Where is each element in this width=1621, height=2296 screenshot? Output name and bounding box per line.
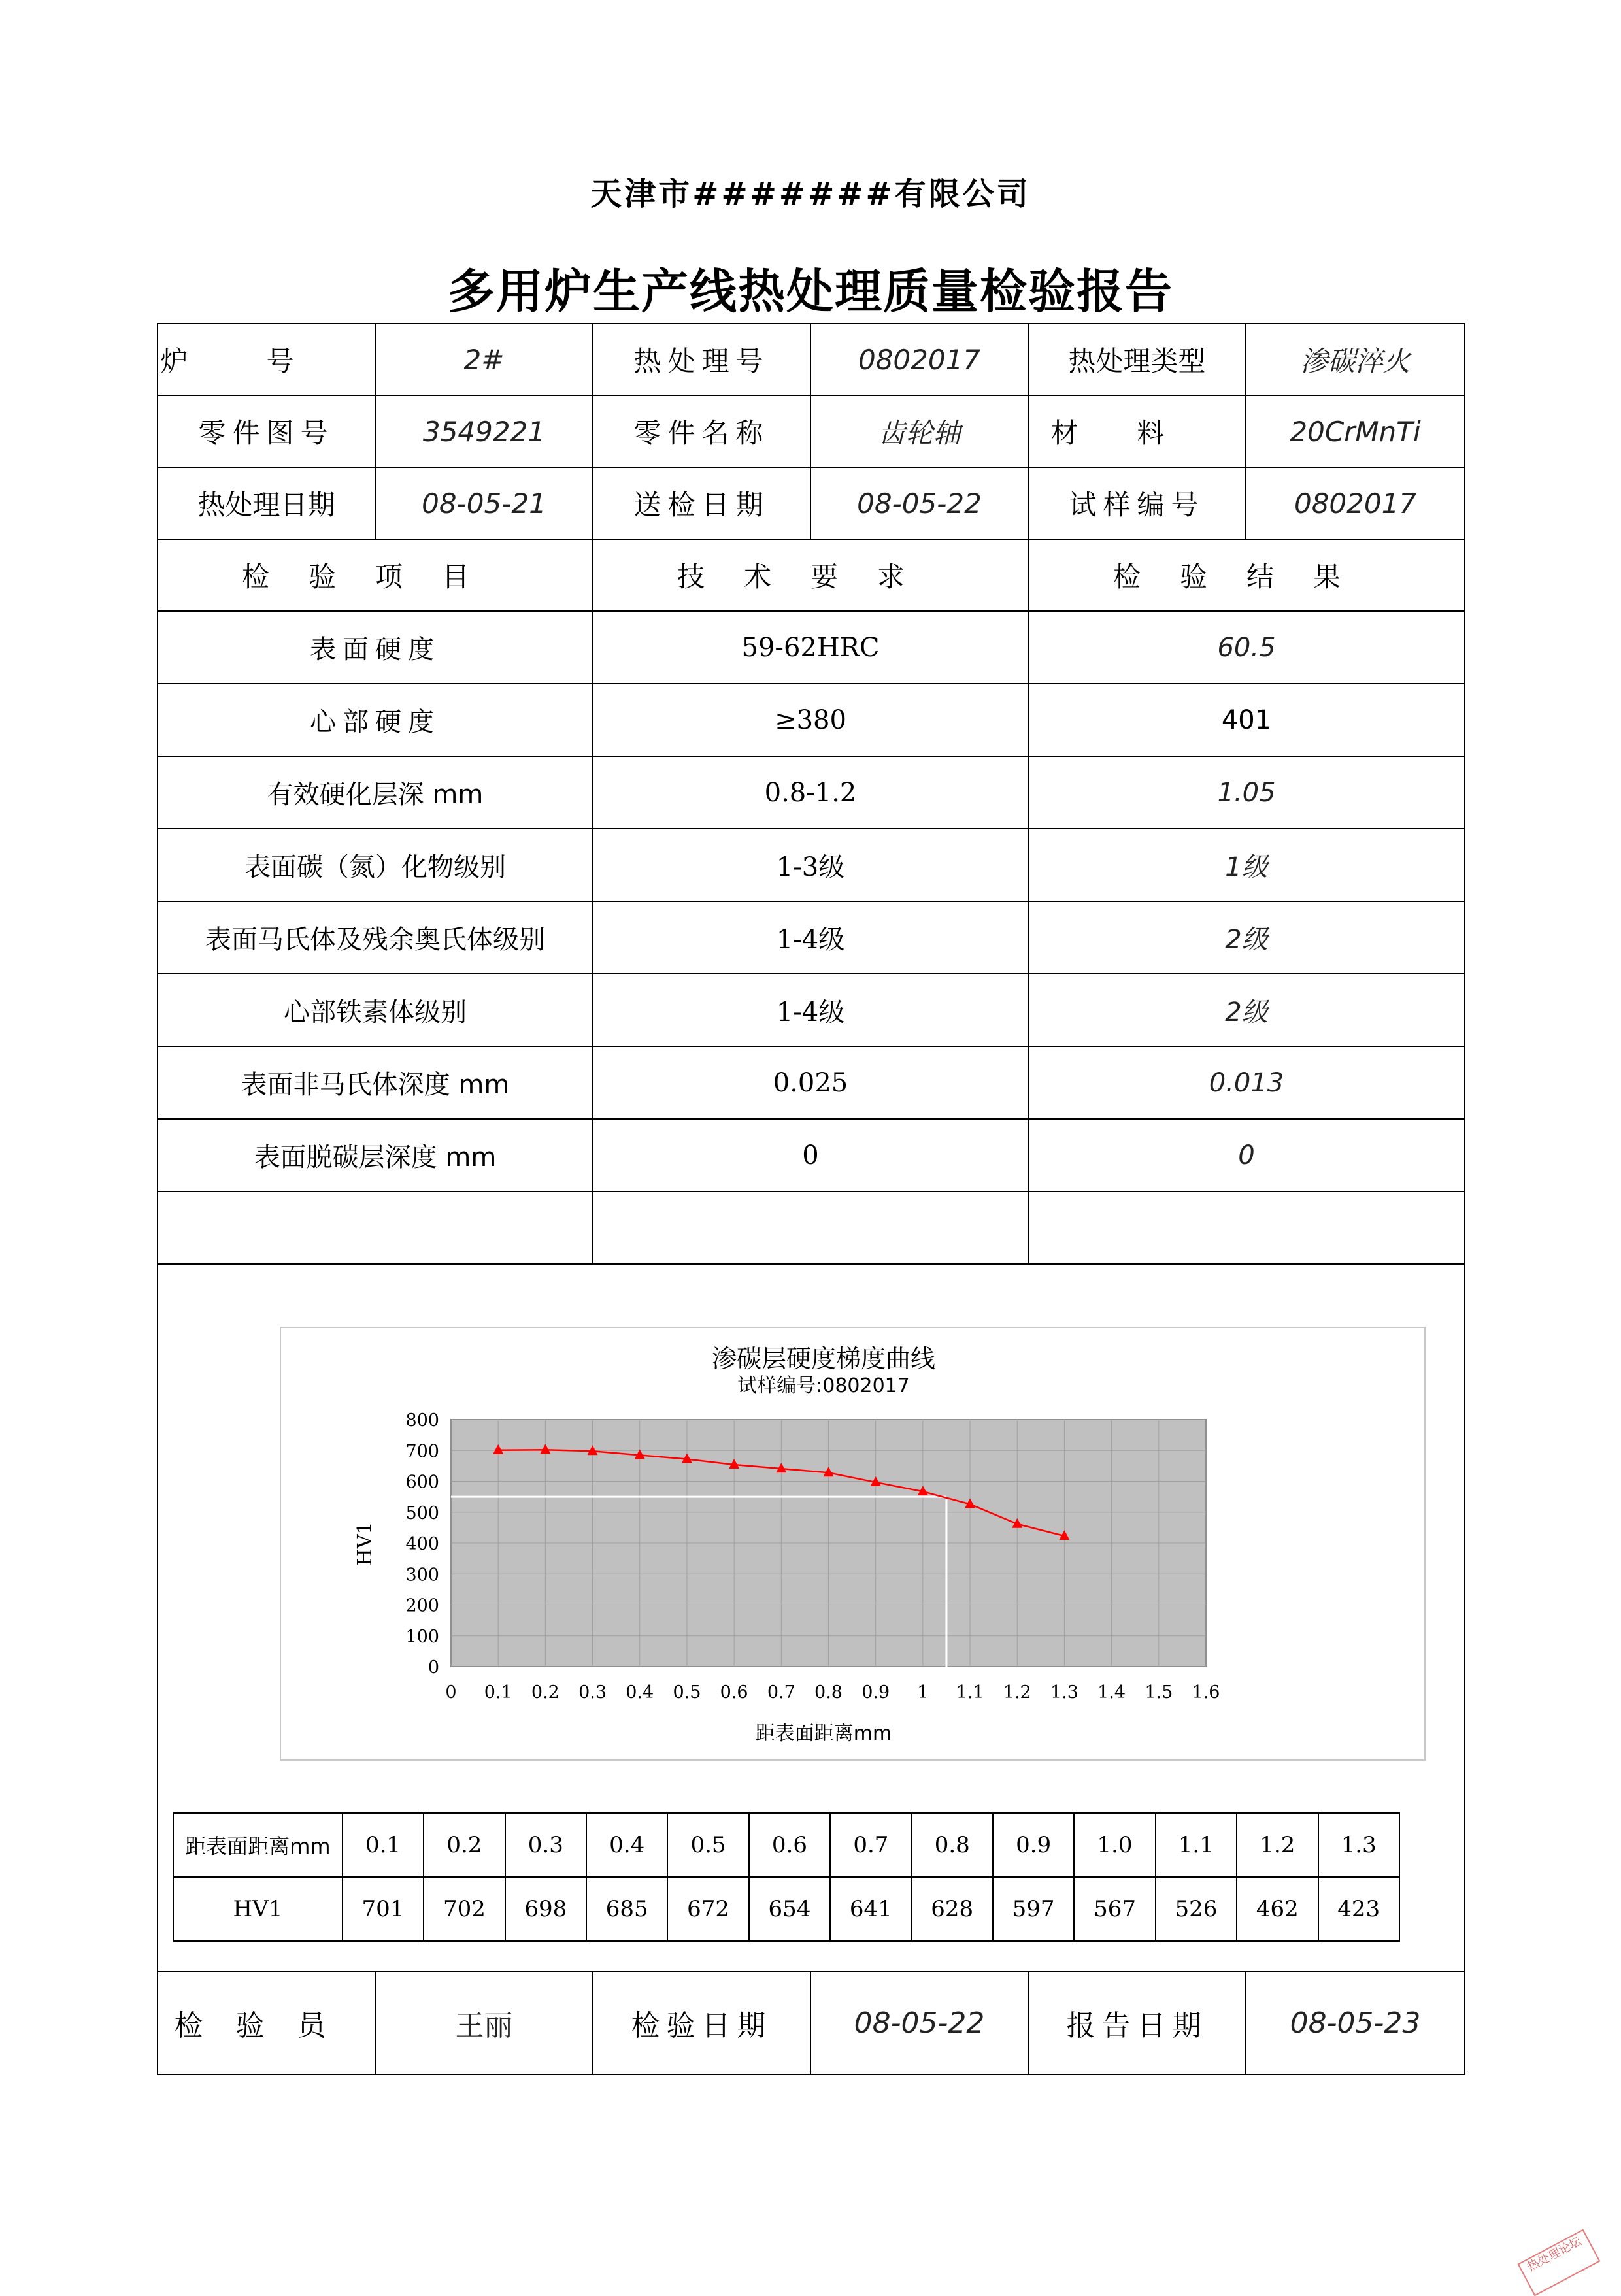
- hv1-cell: 698: [505, 1877, 586, 1941]
- x-tick-label: 0.5: [673, 1682, 701, 1703]
- hv1-cell: 628: [912, 1877, 993, 1941]
- x-tick-label: 0: [445, 1682, 457, 1703]
- distance-cell: 0.6: [749, 1813, 830, 1877]
- x-tick-label: 1.5: [1145, 1682, 1173, 1703]
- material-label: 材料: [1028, 395, 1246, 467]
- distance-cell: 0.2: [424, 1813, 505, 1877]
- part-name-value: 齿轮轴: [811, 395, 1028, 467]
- y-axis-ticks: [405, 1410, 439, 1678]
- item-requirement: 1-4级: [593, 901, 1028, 974]
- part-drawing-label: 零件图号: [158, 395, 375, 467]
- y-tick-label: 700: [405, 1441, 439, 1462]
- y-tick-label: 400: [405, 1534, 439, 1554]
- report-date-value: 08-05-23: [1246, 1971, 1465, 2074]
- sample-no-value: 0802017: [1246, 467, 1465, 539]
- table-row: [158, 974, 1465, 1046]
- distance-cell: 0.8: [912, 1813, 993, 1877]
- x-tick-label: 1.6: [1192, 1682, 1220, 1703]
- hv1-cell: 701: [343, 1877, 424, 1941]
- item-name: 表面脱碳层深度 mm: [158, 1119, 593, 1191]
- forum-watermark: 热处理论坛: [1518, 2229, 1601, 2296]
- item-result: 2级: [1028, 974, 1465, 1046]
- table-row: [158, 611, 1465, 684]
- x-tick-label: 0.6: [720, 1682, 748, 1703]
- x-tick-label: 1: [917, 1682, 929, 1703]
- item-requirement: 59-62HRC: [593, 611, 1028, 684]
- item-name: 心部硬度: [158, 684, 593, 756]
- distance-cell: 0.5: [667, 1813, 748, 1877]
- material-value: 20CrMnTi: [1246, 395, 1465, 467]
- item-name: 有效硬化层深 mm: [158, 756, 593, 829]
- hardness-chart: [280, 1327, 1426, 1761]
- hv1-cell: 462: [1237, 1877, 1318, 1941]
- hv1-label: HV1: [173, 1877, 343, 1941]
- table-row: [158, 756, 1465, 829]
- ht-type-label: 热处理类型: [1028, 324, 1246, 395]
- item-result: 1级: [1028, 829, 1465, 901]
- item-result: 60.5: [1028, 611, 1465, 684]
- hv1-cell: 597: [993, 1877, 1074, 1941]
- distance-cell: 1.2: [1237, 1813, 1318, 1877]
- send-date-label: 送检日期: [593, 467, 811, 539]
- chart-svg: [281, 1328, 1424, 1759]
- hv1-cell: 423: [1318, 1877, 1400, 1941]
- y-tick-label: 200: [405, 1595, 439, 1616]
- inspect-date-label: 检验日期: [593, 1971, 811, 2074]
- item-requirement: ≥380: [593, 684, 1028, 756]
- item-result: 1.05: [1028, 756, 1465, 829]
- table-row: [158, 1046, 1465, 1119]
- table-row: [173, 1813, 1399, 1877]
- y-tick-label: 0: [427, 1657, 439, 1678]
- part-drawing-value: 3549221: [375, 395, 593, 467]
- x-tick-label: 1.4: [1097, 1682, 1126, 1703]
- item-result: 0.013: [1028, 1046, 1465, 1119]
- distance-label: 距表面距离mm: [173, 1813, 343, 1877]
- x-tick-label: 0.2: [531, 1682, 560, 1703]
- y-tick-label: 300: [405, 1565, 439, 1586]
- distance-cell: 0.3: [505, 1813, 586, 1877]
- table-row: [158, 829, 1465, 901]
- furnace-label: 炉号: [158, 324, 375, 395]
- item-result: 401: [1028, 684, 1465, 756]
- x-tick-label: 1.2: [1003, 1682, 1031, 1703]
- chart-section: [158, 1264, 1465, 1971]
- x-tick-label: 1.3: [1050, 1682, 1078, 1703]
- table-row: [158, 684, 1465, 756]
- x-tick-label: 0.7: [767, 1682, 795, 1703]
- empty-cell: [593, 1191, 1028, 1264]
- ht-type-value: 渗碳淬火: [1246, 324, 1465, 395]
- y-tick-label: 600: [405, 1472, 439, 1493]
- distance-cell: 1.0: [1074, 1813, 1155, 1877]
- inspector-value: 王丽: [375, 1971, 593, 2074]
- x-axis-ticks: [445, 1682, 1220, 1703]
- item-requirement: 1-3级: [593, 829, 1028, 901]
- inspector-label: 检验员: [158, 1971, 375, 2074]
- chart-subtitle: 试样编号:0802017: [737, 1374, 910, 1397]
- empty-row: [158, 1191, 1465, 1264]
- hv1-cell: 672: [667, 1877, 748, 1941]
- hv1-cell: 702: [424, 1877, 505, 1941]
- hv1-cell: 567: [1074, 1877, 1155, 1941]
- item-name: 表面马氏体及残余奥氏体级别: [158, 901, 593, 974]
- hv1-cell: 685: [586, 1877, 667, 1941]
- company-name: 天津市#######有限公司: [590, 176, 1031, 212]
- x-tick-label: 0.3: [578, 1682, 607, 1703]
- report-table: [157, 323, 1465, 2075]
- ht-date-label: 热处理日期: [158, 467, 375, 539]
- hardness-data-table: [173, 1812, 1400, 1942]
- x-tick-label: 1.1: [956, 1682, 984, 1703]
- distance-cell: 1.1: [1156, 1813, 1237, 1877]
- ht-date-value: 08-05-21: [375, 467, 593, 539]
- report-title: 多用炉生产线热处理质量检验报告: [447, 264, 1173, 319]
- inspect-date-value: 08-05-22: [811, 1971, 1028, 2074]
- ht-no-label: 热处理号: [593, 324, 811, 395]
- x-tick-label: 0.8: [814, 1682, 843, 1703]
- empty-cell: [158, 1191, 593, 1264]
- y-tick-label: 500: [405, 1503, 439, 1523]
- ht-no-value: 0802017: [811, 324, 1028, 395]
- distance-cell: 0.7: [830, 1813, 911, 1877]
- item-requirement: 0: [593, 1119, 1028, 1191]
- item-result: 0: [1028, 1119, 1465, 1191]
- table-row: [158, 901, 1465, 974]
- chart-title: 渗碳层硬度梯度曲线: [711, 1344, 936, 1373]
- x-tick-label: 0.4: [626, 1682, 654, 1703]
- x-tick-label: 0.1: [484, 1682, 512, 1703]
- x-tick-label: 0.9: [861, 1682, 890, 1703]
- col-requirement-header: 技术要求: [593, 539, 1028, 611]
- item-requirement: 0.8-1.2: [593, 756, 1028, 829]
- y-tick-label: 100: [405, 1626, 439, 1647]
- table-row: [158, 1119, 1465, 1191]
- hv1-cell: 654: [749, 1877, 830, 1941]
- x-axis-label: 距表面距离mm: [755, 1722, 892, 1745]
- part-name-label: 零件名称: [593, 395, 811, 467]
- y-tick-label: 800: [405, 1410, 439, 1431]
- hv1-cell: 641: [830, 1877, 911, 1941]
- item-requirement: 0.025: [593, 1046, 1028, 1119]
- furnace-value: 2#: [375, 324, 593, 395]
- item-name: 心部铁素体级别: [158, 974, 593, 1046]
- item-name: 表面碳（氮）化物级别: [158, 829, 593, 901]
- report-date-label: 报告日期: [1028, 1971, 1246, 2074]
- item-requirement: 1-4级: [593, 974, 1028, 1046]
- sample-no-label: 试样编号: [1028, 467, 1246, 539]
- hv1-cell: 526: [1156, 1877, 1237, 1941]
- item-name: 表面非马氏体深度 mm: [158, 1046, 593, 1119]
- distance-cell: 0.1: [343, 1813, 424, 1877]
- distance-cell: 0.4: [586, 1813, 667, 1877]
- empty-cell: [1028, 1191, 1465, 1264]
- send-date-value: 08-05-22: [811, 467, 1028, 539]
- col-result-header: 检验结果: [1028, 539, 1465, 611]
- table-row: [173, 1877, 1399, 1941]
- col-item-header: 检验项目: [158, 539, 593, 611]
- y-axis-label: HV1: [354, 1522, 376, 1566]
- distance-cell: 1.3: [1318, 1813, 1400, 1877]
- item-name: 表面硬度: [158, 611, 593, 684]
- distance-cell: 0.9: [993, 1813, 1074, 1877]
- item-result: 2级: [1028, 901, 1465, 974]
